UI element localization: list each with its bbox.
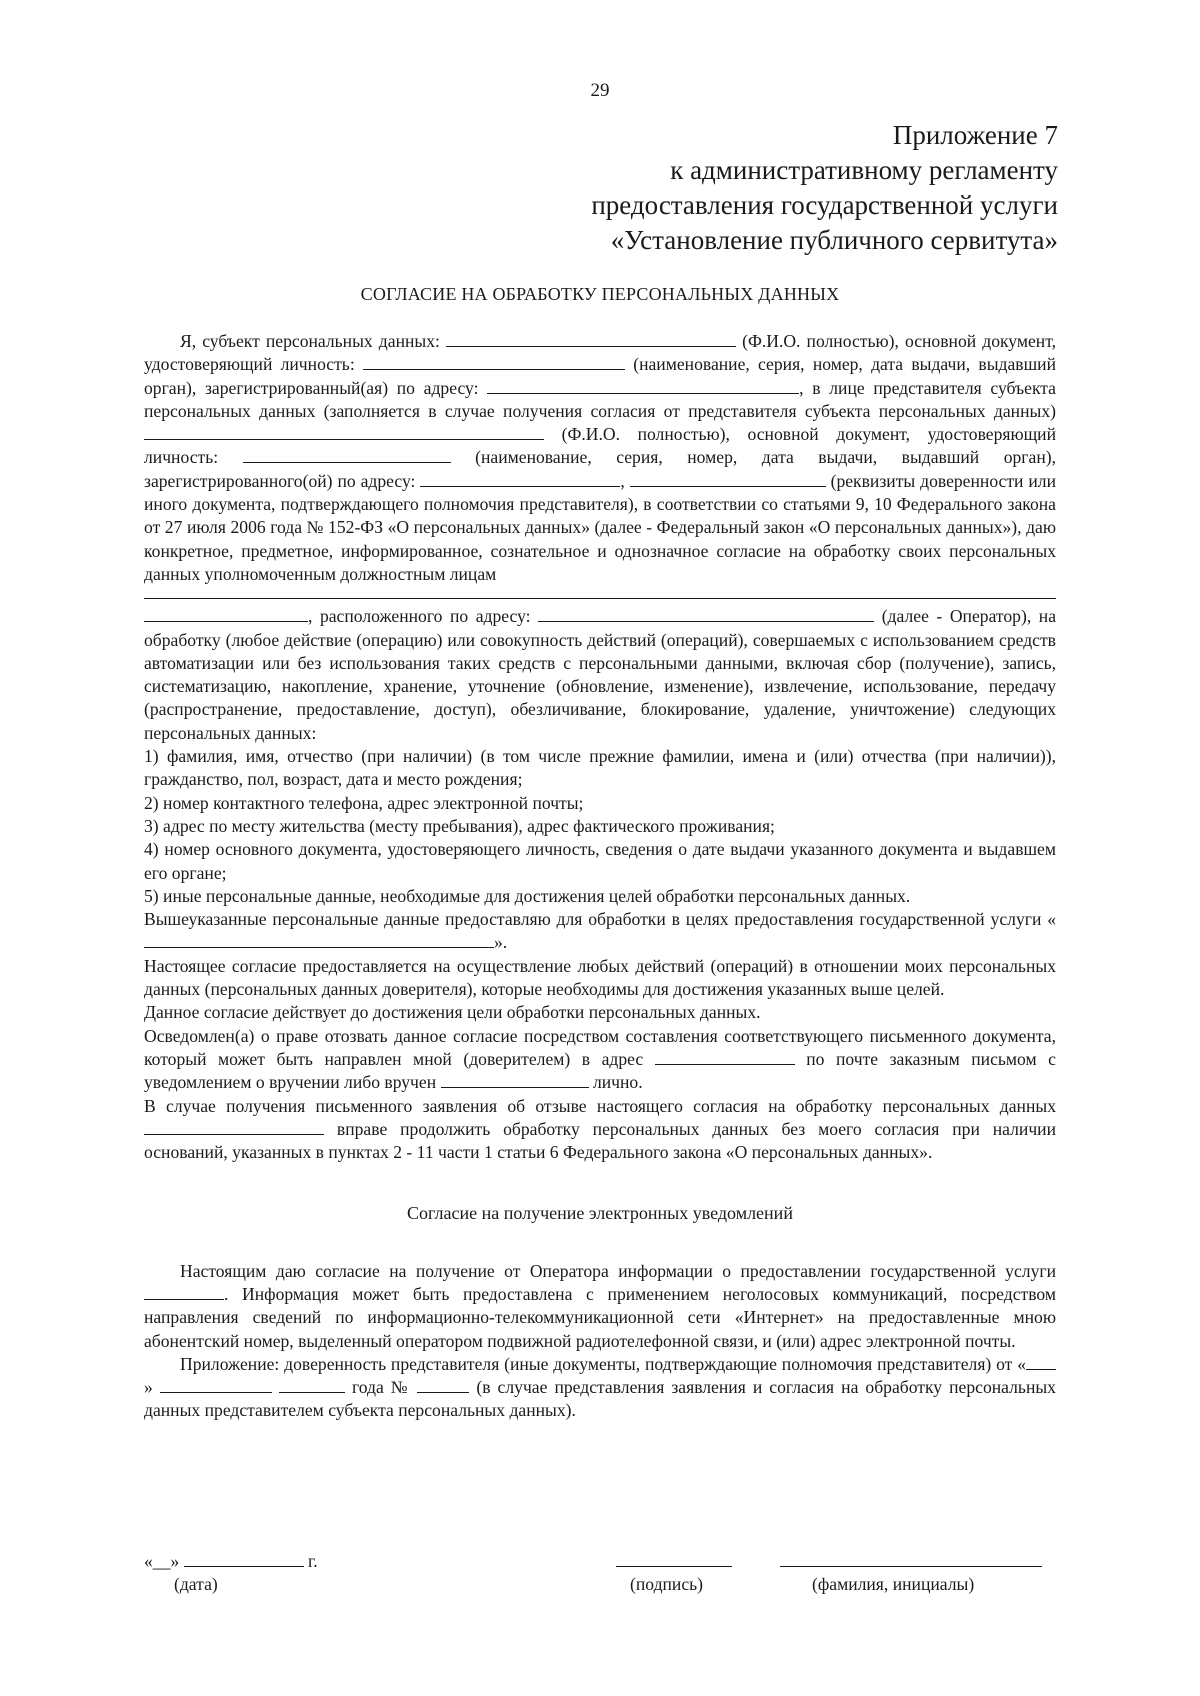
date-prefix: «__» — [144, 1551, 180, 1571]
date-blank — [184, 1550, 304, 1567]
service-blank — [144, 1283, 224, 1300]
appendix-line: предоставления государственной услуги — [591, 190, 1058, 220]
scope-paragraph: Настоящее согласие предоставляется на осуществление любых действий (операций) в отношении моих персональных данных (персональных данных доверителя), которые необходимы для достижения указанных выше целей. — [144, 955, 1056, 1000]
day-blank — [1026, 1353, 1056, 1370]
text: В случае получения письменного заявления об отзыве настоящего согласия на обработку персональных данных — [144, 1095, 1056, 1116]
list-item: 4) номер основного документа, удостоверяющего личность, сведения о дате выдачи указанного документа и выдавшем его органе; — [144, 839, 1056, 883]
operator-address-blank — [538, 605, 874, 622]
purpose-paragraph — [144, 908, 1056, 955]
appendix-header — [591, 118, 1058, 258]
consent-paragraph-subject — [144, 330, 1056, 586]
power-of-attorney-blank — [630, 470, 826, 487]
text: (Ф.И.О. полностью), основной документ, удостоверяющий личность: — [144, 331, 1056, 375]
text: (Ф.И.О. полностью), основной документ, удостоверяющий личность: — [144, 424, 1056, 468]
text: Я, субъект персональных данных: — [180, 331, 440, 351]
address-blank — [487, 377, 799, 394]
signature-block — [144, 1550, 1056, 1610]
text: Настоящим даю согласие на получение от Оператора информации о предоставлении государственной услуги — [180, 1260, 1056, 1281]
signature-caption: (подпись) — [630, 1574, 704, 1594]
text: (наименование, серия, номер, дата выдачи, выдавший орган), зарегистрированного(ой) по адресу: — [144, 447, 1057, 491]
date-field — [144, 1550, 318, 1572]
fio-blank — [446, 330, 736, 347]
text: , в лице представителя субъекта персональных данных (заполняется в случае получения согласия от представителя субъекта персональных данных) — [144, 377, 1056, 421]
text: лично. — [592, 1072, 643, 1093]
document-blank — [363, 353, 625, 370]
delivered-to-blank — [441, 1071, 589, 1088]
year-blank — [279, 1376, 345, 1393]
document-title: СОГЛАСИЕ НА ОБРАБОТКУ ПЕРСОНАЛЬНЫХ ДАННЫХ — [360, 284, 840, 304]
attachment-paragraph — [144, 1353, 1056, 1423]
operator-blank — [144, 605, 308, 622]
text: по почте заказным письмом с уведомлением о вручении либо вручен — [144, 1048, 1056, 1093]
withdrawal-blank — [144, 1118, 324, 1135]
representative-document-blank — [243, 446, 451, 463]
date-caption: (дата) — [174, 1574, 218, 1594]
list-item: 5) иные персональные данные, необходимые для достижения целей обработки персональных данных. — [144, 885, 911, 906]
revocation-address-blank — [655, 1048, 795, 1065]
revocation-paragraph — [144, 1025, 1056, 1095]
representative-address-blank — [420, 470, 620, 487]
validity-paragraph: Данное согласие действует до достижения цели обработки персональных данных. — [144, 1002, 761, 1023]
text: ». — [494, 932, 508, 953]
month-blank — [160, 1376, 272, 1393]
text: Осведомлен(а) о праве отозвать данное согласие посредством составления соответствующего письменного документа, который может быть направлен мной (доверителем) в адрес — [144, 1025, 1056, 1069]
appendix-line: «Установление публичного сервитута» — [610, 225, 1058, 255]
page-number: 29 — [590, 80, 610, 101]
text: (наименование, серия, номер, дата выдачи, выдавший орган), зарегистрированный(ая) по адресу: — [144, 354, 1056, 398]
date-suffix: г. — [308, 1551, 318, 1571]
section-title: Согласие на получение электронных уведомлений — [407, 1203, 793, 1224]
number-blank — [417, 1376, 469, 1393]
text: года № — [351, 1377, 411, 1398]
list-item: 2) номер контактного телефона, адрес электронной почты; — [144, 792, 584, 813]
signature-line — [616, 1566, 732, 1567]
name-line — [780, 1566, 1042, 1567]
text: Вышеуказанные персональные данные предоставляю для обработки в целях предоставления государственной услуги « — [144, 909, 1056, 930]
text: » — [144, 1377, 153, 1398]
appendix-line: к административному регламенту — [670, 155, 1058, 185]
text: вправе продолжить обработку персональных данных без моего согласия при наличии оснований, указанных в пунктах 2 - 11 части 1 статьи 6 Федерального закона «О персональных данных». — [144, 1118, 1057, 1163]
withdrawal-paragraph — [144, 1095, 1056, 1165]
list-item: 3) адрес по месту жительства (месту пребывания), адрес фактического проживания; — [144, 815, 775, 836]
text: (далее - Оператор), на обработку (любое действие (операцию) или совокупность действий (операций), совершаемых с использованием средств автоматизации или без использования таких средств с персональными данными, включая сбор (получение), запись, систематизацию, накопление, хранение, уточнение (обновление, изменение), извлечение, использование, передачу (распространение, предоставление, доступ), обезличивание, блокирование, удаление, уничтожение) следующих персональных данных: — [144, 606, 1057, 743]
list-item: 1) фамилия, имя, отчество (при наличии) (в том числе прежние фамилии, имена и (или) отчества (при наличии)), гражданство, пол, возраст, дата и место рождения; — [144, 746, 1056, 790]
name-caption: (фамилия, инициалы) — [812, 1574, 975, 1594]
appendix-line: Приложение 7 — [892, 120, 1058, 150]
text: (реквизиты доверенности или иного документа, подтверждающего полномочия представителя), в соответствии со статьями 9, 10 Федерального закона от 27 июля 2006 года № 152-ФЗ «О персональных данных» (далее - Федеральный закон «О персональных данных»), даю конкретное, предметное, информированное, сознательное и однозначное согласие на обработку своих персональных данных уполномоченным должностным лицам — [144, 470, 1056, 584]
text: (в случае представления заявления и согласия на обработку персональных данных представителем субъекта персональных данных). — [144, 1377, 1056, 1421]
representative-fio-blank — [144, 423, 544, 440]
document-body — [144, 330, 1056, 1423]
text: Приложение: доверенность представителя (иные документы, подтверждающие полномочия представителя) от « — [180, 1353, 1026, 1374]
text: , расположенного по адресу: — [308, 606, 531, 627]
officials-blank-line — [144, 586, 1056, 599]
service-name-blank — [144, 931, 494, 948]
electronic-consent-paragraph — [144, 1260, 1056, 1353]
consent-paragraph-operator — [144, 605, 1056, 745]
text: , — [620, 470, 625, 491]
text: . Информация может быть предоставлена с применением неголосовых коммуникаций, посредством направления сведений по информационно-телекоммуникационной сети «Интернет» на предоставленные мною абонентский номер, выделенный оператором подвижной радиотелефонной связи, и (или) адрес электронной почты. — [144, 1283, 1056, 1351]
